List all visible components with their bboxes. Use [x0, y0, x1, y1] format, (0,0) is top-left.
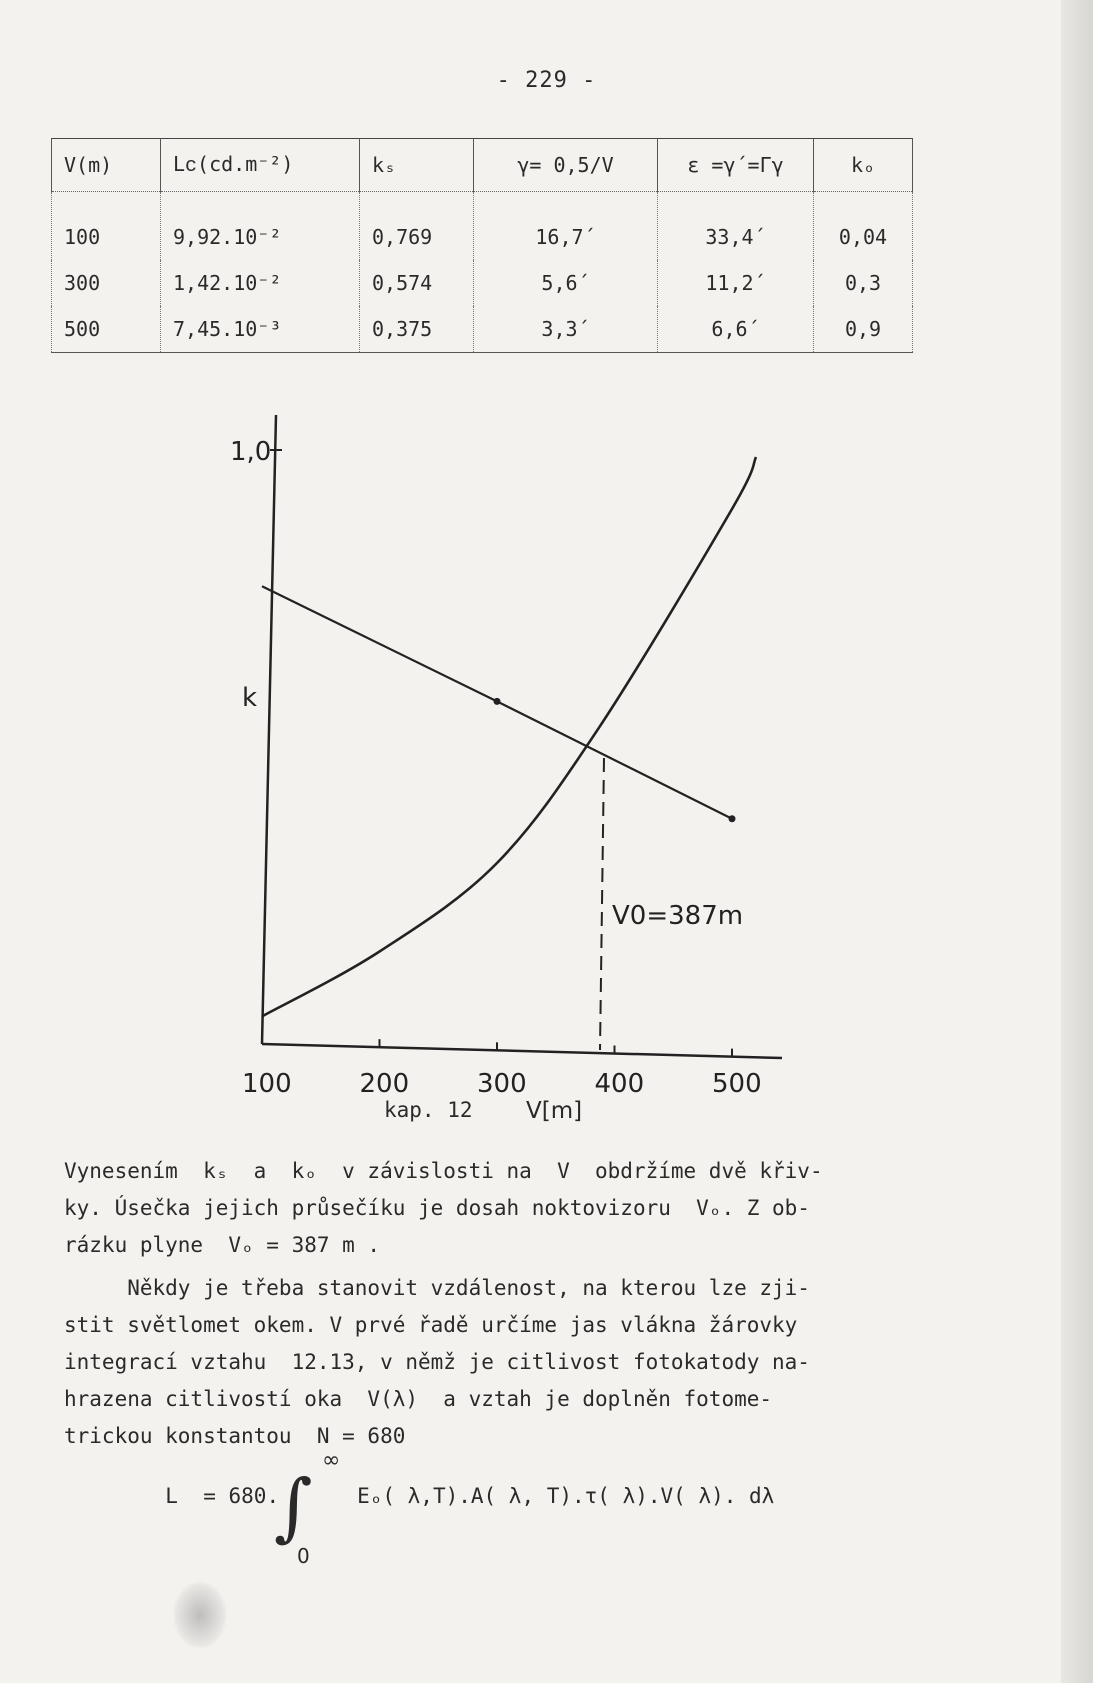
x-tick-label: 400: [594, 1069, 645, 1099]
series-ko-curve: [262, 457, 756, 1016]
table-cell: 0,574: [360, 260, 474, 306]
x-ticks: [242, 1039, 762, 1099]
table-cell: 300: [52, 260, 161, 306]
header-lc: Lᴄ(cd.m⁻²): [161, 139, 360, 192]
v0-annotation: V0=387m: [612, 901, 744, 931]
x-tick-label: 500: [712, 1069, 762, 1099]
header-ks: kₛ: [360, 139, 474, 192]
series-ks-point: [494, 698, 501, 705]
table-cell: 1,42.10⁻²: [161, 260, 360, 306]
formula: [140, 1460, 774, 1508]
integral-sign: ∫: [274, 1464, 313, 1550]
header-gamma: γ= 0,5/V: [474, 139, 658, 192]
series-ks-point: [729, 815, 736, 822]
table-cell: 0,04: [814, 192, 913, 261]
formula-integrand: Eₒ( λ,T).A( λ, T).τ( λ).V( λ). dλ: [357, 1484, 775, 1508]
table-cell: 9,92.10⁻²: [161, 192, 360, 261]
table-cell: 33,4´: [658, 192, 814, 261]
paragraph-2: Někdy je třeba stanovit vzdálenost, na kterou lze zji- stit světlomet okem. V prvé řadě určíme jas vlákna žárovky integrací vztahu 12.13, v němž je citlivost fotokatody na- hrazena citlivostí oka V(λ) a vztah je doplněn fotome- trickou konstantou N = 680: [64, 1276, 810, 1448]
x-tick-label: 300: [477, 1069, 527, 1099]
ink-smudge: [172, 1580, 228, 1650]
intersection-dashed-line: [600, 758, 604, 1050]
series-lines: [262, 457, 756, 1016]
table-cell: 0,769: [360, 192, 474, 261]
header-v: V(m): [52, 139, 161, 192]
formula-lhs: L = 680.: [165, 1484, 280, 1508]
x-tick-label: 100: [242, 1069, 292, 1099]
header-epsilon: ε =γ´=Γγ: [658, 139, 814, 192]
y-tick-label: 1,0: [230, 437, 272, 467]
table-cell: 100: [52, 192, 161, 261]
figure-caption: kap. 12: [384, 1098, 473, 1122]
table-cell: 500: [52, 306, 161, 353]
x-axis: [262, 1044, 782, 1058]
paragraph-1: Vynesením kₛ a kₒ v závislosti na V obdržíme dvě křiv- ky. Úsečka jejich průsečíku je dosah noktovizoru Vₒ. Z ob- rázku plyne Vₒ = 387 m .: [64, 1159, 823, 1257]
table-cell: 0,3: [814, 260, 913, 306]
table-cell: 3,3´: [474, 306, 658, 353]
table-cell: 7,45.10⁻³: [161, 306, 360, 353]
table-cell: 16,7´: [474, 192, 658, 261]
y-axis: [262, 415, 276, 1044]
page-number: - 229 -: [496, 68, 597, 93]
x-tick-label: 200: [359, 1069, 410, 1099]
table-cell: 11,2´: [658, 260, 814, 306]
integral-lower-limit: 0: [297, 1544, 310, 1568]
table-cell: 6,6´: [658, 306, 814, 353]
x-axis-label: V[m]: [526, 1098, 583, 1124]
table-cell: 0,9: [814, 306, 913, 353]
table-cell: 5,6´: [474, 260, 658, 306]
header-ko: kₒ: [814, 139, 913, 192]
integral-upper-limit: ∞: [322, 1448, 341, 1473]
y-axis-label: k: [242, 683, 258, 713]
table-cell: 0,375: [360, 306, 474, 353]
